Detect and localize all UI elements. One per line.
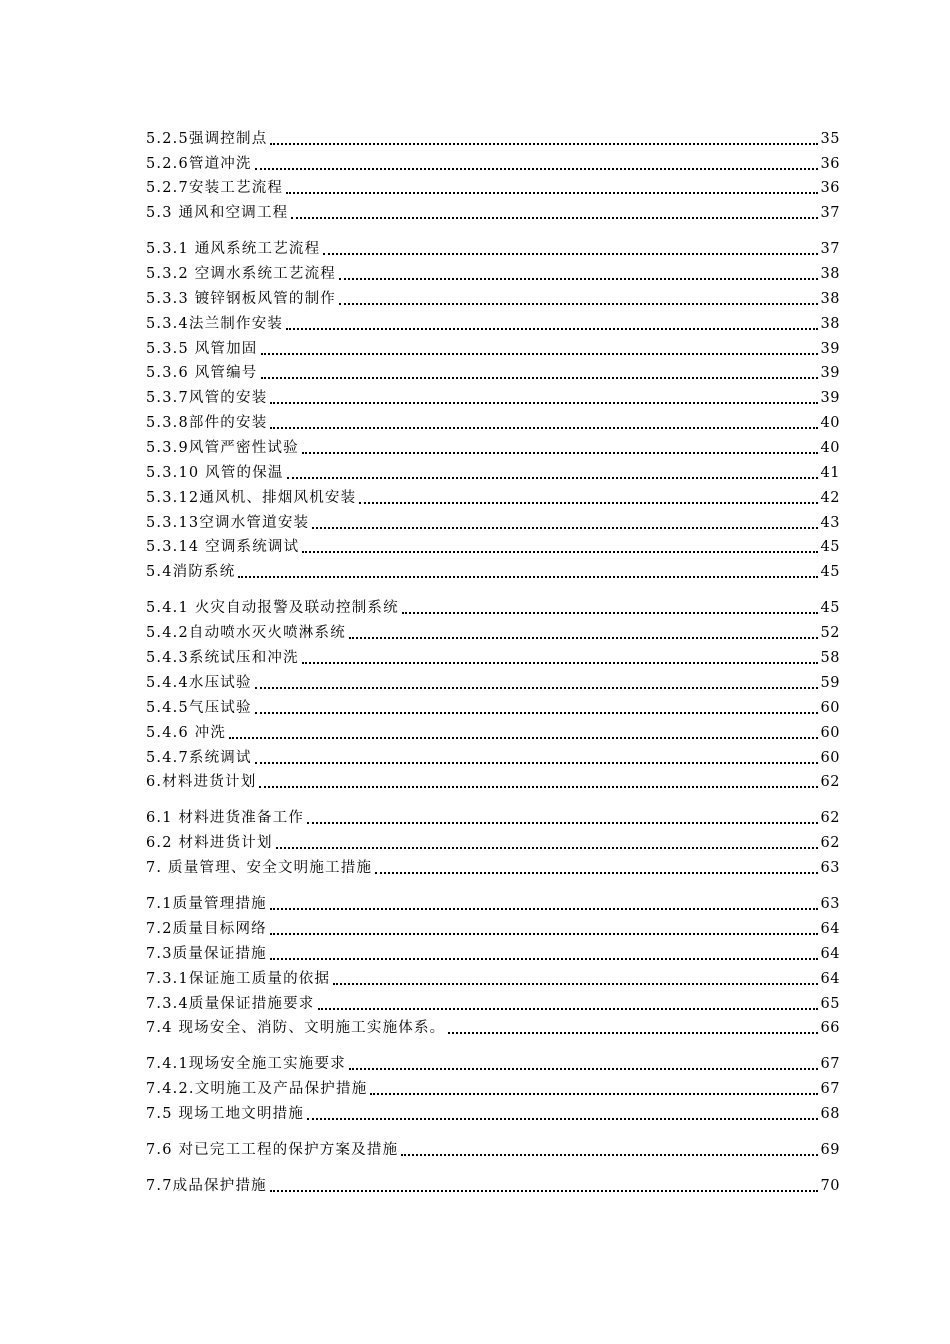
toc-entry[interactable] bbox=[146, 461, 840, 483]
dot-leader bbox=[402, 612, 818, 614]
toc-entry-page: 68 bbox=[820, 1106, 840, 1122]
toc-entry[interactable] bbox=[146, 621, 840, 643]
dot-leader bbox=[286, 328, 817, 330]
toc-entry[interactable] bbox=[146, 386, 840, 408]
toc-entry-page: 35 bbox=[820, 131, 840, 147]
dot-leader bbox=[261, 353, 818, 355]
toc-entry[interactable] bbox=[146, 361, 840, 383]
toc-entry-label: 5.3.12通风机、排烟风机安装 bbox=[146, 490, 357, 506]
toc-entry-page: 45 bbox=[820, 600, 840, 616]
toc-entry[interactable] bbox=[146, 511, 840, 533]
toc-entry[interactable] bbox=[146, 992, 840, 1014]
toc-entry-page: 38 bbox=[820, 291, 840, 307]
dot-leader bbox=[349, 1068, 818, 1070]
toc-entry-page: 58 bbox=[820, 650, 840, 666]
toc-entry[interactable] bbox=[146, 1138, 840, 1160]
dot-leader bbox=[270, 143, 817, 145]
toc-entry-label: 7.2质量目标网络 bbox=[146, 921, 267, 937]
toc-entry-label: 5.3.5 风管加固 bbox=[146, 341, 258, 357]
dot-leader bbox=[370, 1093, 817, 1095]
toc-entry-page: 67 bbox=[820, 1056, 840, 1072]
toc-entry-label: 7.7成品保护措施 bbox=[146, 1178, 267, 1194]
dot-leader bbox=[375, 872, 817, 874]
toc-entry-label: 7.3.4质量保证措施要求 bbox=[146, 996, 315, 1012]
toc-entry[interactable] bbox=[146, 646, 840, 668]
toc-entry-page: 62 bbox=[820, 810, 840, 826]
toc-entry-label: 5.3 通风和空调工程 bbox=[146, 205, 289, 221]
toc-entry-label: 5.2.6管道冲洗 bbox=[146, 156, 252, 172]
toc-entry-label: 5.3.13空调水管道安装 bbox=[146, 515, 310, 531]
toc-entry-label: 6.1 材料进货准备工作 bbox=[146, 810, 305, 826]
toc-entry-page: 62 bbox=[820, 835, 840, 851]
toc-entry-label: 5.2.5强调控制点 bbox=[146, 131, 268, 147]
dot-leader bbox=[261, 377, 818, 379]
toc-entry-label: 7.1质量管理措施 bbox=[146, 896, 267, 912]
dot-leader bbox=[259, 786, 817, 788]
toc-entry-page: 43 bbox=[820, 515, 840, 531]
toc-entry-page: 60 bbox=[820, 725, 840, 741]
toc-entry-page: 37 bbox=[820, 205, 840, 221]
toc-entry-page: 69 bbox=[820, 1142, 840, 1158]
toc-entry-label: 5.3.6 风管编号 bbox=[146, 365, 258, 381]
toc-entry-label: 5.4.5气压试验 bbox=[146, 700, 252, 716]
toc-entry-page: 60 bbox=[820, 700, 840, 716]
toc-entry-page: 52 bbox=[820, 625, 840, 641]
toc-entry[interactable] bbox=[146, 201, 840, 223]
dot-leader bbox=[302, 452, 818, 454]
toc-entry-label: 7.3.1保证施工质量的依据 bbox=[146, 971, 331, 987]
toc-entry-label: 5.4.4水压试验 bbox=[146, 675, 252, 691]
toc-entry-page: 62 bbox=[820, 774, 840, 790]
toc-entry[interactable] bbox=[146, 262, 840, 284]
toc-entry-label: 7.4 现场安全、消防、文明施工实施体系。 bbox=[146, 1020, 446, 1036]
toc-entry[interactable] bbox=[146, 770, 840, 792]
toc-entry-label: 5.2.7安装工艺流程 bbox=[146, 180, 284, 196]
toc-entry-page: 45 bbox=[820, 539, 840, 555]
toc-entry-label: 7.6 对已完工工程的保护方案及措施 bbox=[146, 1142, 399, 1158]
toc-entry[interactable] bbox=[146, 1016, 840, 1038]
toc-entry-label: 5.4.3系统试压和冲洗 bbox=[146, 650, 299, 666]
toc-entry-page: 41 bbox=[820, 465, 840, 481]
toc-entry[interactable] bbox=[146, 436, 840, 458]
toc-entry-label: 5.3.9风管严密性试验 bbox=[146, 440, 299, 456]
toc-entry[interactable] bbox=[146, 806, 840, 828]
dot-leader bbox=[270, 958, 818, 960]
toc-entry-label: 5.4.7系统调试 bbox=[146, 750, 252, 766]
toc-entry-label: 7.5 现场工地文明措施 bbox=[146, 1106, 305, 1122]
toc-entry-label: 7.3质量保证措施 bbox=[146, 946, 267, 962]
dot-leader bbox=[270, 402, 817, 404]
toc-entry-page: 64 bbox=[820, 946, 840, 962]
dot-leader bbox=[238, 576, 817, 578]
toc-entry-label: 5.3.8部件的安装 bbox=[146, 415, 268, 431]
toc-entry[interactable] bbox=[146, 560, 840, 582]
toc-entry-page: 39 bbox=[820, 365, 840, 381]
dot-leader bbox=[318, 1008, 818, 1010]
toc-entry-label: 5.4.6 冲洗 bbox=[146, 725, 227, 741]
dot-leader bbox=[302, 551, 817, 553]
toc-entry[interactable] bbox=[146, 312, 840, 334]
toc-entry-label: 7.4.1现场安全施工实施要求 bbox=[146, 1056, 346, 1072]
toc-entry[interactable] bbox=[146, 967, 840, 989]
dot-leader bbox=[323, 253, 817, 255]
toc-entry-page: 40 bbox=[820, 440, 840, 456]
toc-entry[interactable] bbox=[146, 486, 840, 508]
toc-entry[interactable] bbox=[146, 237, 840, 259]
toc-entry-page: 66 bbox=[820, 1020, 840, 1036]
toc-entry-label: 5.3.1 通风系统工艺流程 bbox=[146, 241, 321, 257]
toc-entry-label: 5.4消防系统 bbox=[146, 564, 236, 580]
toc-entry-label: 7. 质量管理、安全文明施工措施 bbox=[146, 860, 373, 876]
toc-entry-label: 5.3.3 镀锌钢板风管的制作 bbox=[146, 291, 337, 307]
toc-entry[interactable] bbox=[146, 1052, 840, 1074]
toc-entry[interactable] bbox=[146, 746, 840, 768]
toc-entry[interactable] bbox=[146, 671, 840, 693]
dot-leader bbox=[286, 192, 817, 194]
toc-entry-page: 40 bbox=[820, 415, 840, 431]
dot-leader bbox=[307, 822, 817, 824]
dot-leader bbox=[255, 168, 818, 170]
toc-entry[interactable] bbox=[146, 411, 840, 433]
toc-entry-label: 6.2 材料进货计划 bbox=[146, 835, 273, 851]
dot-leader bbox=[255, 762, 818, 764]
toc-entry-page: 37 bbox=[820, 241, 840, 257]
toc-entry[interactable] bbox=[146, 1102, 840, 1124]
toc-entry[interactable] bbox=[146, 337, 840, 359]
toc-entry-page: 45 bbox=[820, 564, 840, 580]
toc-entry-page: 38 bbox=[820, 266, 840, 282]
dot-leader bbox=[270, 908, 818, 910]
toc-entry-page: 64 bbox=[820, 971, 840, 987]
toc-entry-page: 36 bbox=[820, 180, 840, 196]
toc-entry-page: 42 bbox=[820, 490, 840, 506]
toc-entry-label: 5.3.4法兰制作安装 bbox=[146, 316, 284, 332]
toc-entry[interactable] bbox=[146, 287, 840, 309]
toc-entry-page: 63 bbox=[820, 896, 840, 912]
toc-entry-page: 64 bbox=[820, 921, 840, 937]
toc-entry[interactable] bbox=[146, 176, 840, 198]
toc-entry-label: 6.材料进货计划 bbox=[146, 774, 257, 790]
dot-leader bbox=[307, 1118, 817, 1120]
dot-leader bbox=[401, 1154, 817, 1156]
dot-leader bbox=[333, 983, 817, 985]
dot-leader bbox=[291, 217, 817, 219]
toc-entry[interactable] bbox=[146, 942, 840, 964]
toc-entry-page: 63 bbox=[820, 860, 840, 876]
dot-leader bbox=[229, 737, 817, 739]
toc-entry-label: 7.4.2.文明施工及产品保护措施 bbox=[146, 1081, 368, 1097]
toc-entry-page: 39 bbox=[820, 341, 840, 357]
toc-entry-label: 5.3.7风管的安装 bbox=[146, 390, 268, 406]
toc-entry[interactable] bbox=[146, 892, 840, 914]
dot-leader bbox=[276, 847, 818, 849]
toc-entry-label: 5.3.10 风管的保温 bbox=[146, 465, 284, 481]
dot-leader bbox=[339, 278, 818, 280]
toc-entry-page: 38 bbox=[820, 316, 840, 332]
toc-entry[interactable] bbox=[146, 856, 840, 878]
toc-entry[interactable] bbox=[146, 831, 840, 853]
dot-leader bbox=[270, 933, 818, 935]
dot-leader bbox=[302, 662, 818, 664]
toc-entry-label: 5.3.14 空调系统调试 bbox=[146, 539, 300, 555]
dot-leader bbox=[255, 687, 818, 689]
toc-entry-label: 5.4.1 火灾自动报警及联动控制系统 bbox=[146, 600, 399, 616]
toc-entry-page: 60 bbox=[820, 750, 840, 766]
toc-entry-label: 5.4.2自动喷水灭火喷淋系统 bbox=[146, 625, 346, 641]
dot-leader bbox=[448, 1032, 817, 1034]
toc-entry-page: 65 bbox=[820, 996, 840, 1012]
toc-entry-page: 67 bbox=[820, 1081, 840, 1097]
toc-entry[interactable] bbox=[146, 696, 840, 718]
toc-entry-label: 5.3.2 空调水系统工艺流程 bbox=[146, 266, 337, 282]
toc-entry[interactable] bbox=[146, 1174, 840, 1196]
dot-leader bbox=[312, 527, 817, 529]
toc-entry[interactable] bbox=[146, 535, 840, 557]
dot-leader bbox=[287, 477, 818, 479]
toc-entry-page: 59 bbox=[820, 675, 840, 691]
dot-leader bbox=[359, 502, 817, 504]
dot-leader bbox=[270, 427, 817, 429]
dot-leader bbox=[255, 712, 818, 714]
toc-entry-page: 39 bbox=[820, 390, 840, 406]
toc-entry[interactable] bbox=[146, 127, 840, 149]
toc-entry-page: 36 bbox=[820, 156, 840, 172]
dot-leader bbox=[349, 637, 818, 639]
toc-entry-page: 70 bbox=[820, 1178, 840, 1194]
dot-leader bbox=[270, 1190, 818, 1192]
toc-entry[interactable] bbox=[146, 1077, 840, 1099]
toc-entry[interactable] bbox=[146, 596, 840, 618]
toc-entry[interactable] bbox=[146, 917, 840, 939]
dot-leader bbox=[339, 303, 818, 305]
toc-entry[interactable] bbox=[146, 721, 840, 743]
toc-entry[interactable] bbox=[146, 152, 840, 174]
